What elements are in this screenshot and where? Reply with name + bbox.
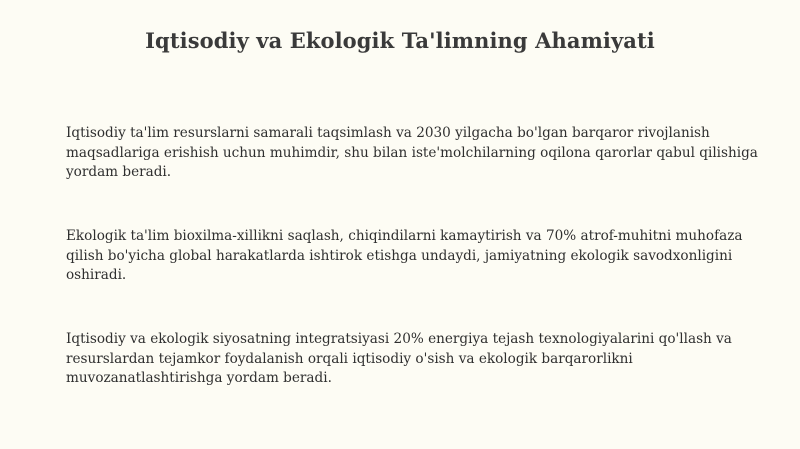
paragraph-ecological-education: Ekologik ta'lim bioxilma-xillikni saqlash, chiqindilarni kamaytirish va 70% atrof-muhitni muhofaza qilish bo'yicha global harakatlarda ishtirok etishga undaydi, jamiyatning ekologik savodxonligini oshiradi. [66,228,743,283]
paragraph-economic-education: Iqtisodiy ta'lim resurslarni samarali taqsimlash va 2030 yilgacha bo'lgan barqaror rivojlanish maqsadlariga erishish uchun muhimdir, shu bilan iste'molchilarning oqilona qarorlar qabul qilishiga yordam beradi. [66,125,758,180]
slide-title: Iqtisodiy va Ekologik Ta'limning Ahamiyati [145,28,655,53]
paragraph-policy-integration: Iqtisodiy va ekologik siyosatning integratsiyasi 20% energiya tejash texnologiyalarini qo'llash va resurslardan tejamkor foydalanish orqali iqtisodiy o'sish va ekologik barqarorlikni muvozanatlashtirishga yordam beradi. [66,331,732,386]
